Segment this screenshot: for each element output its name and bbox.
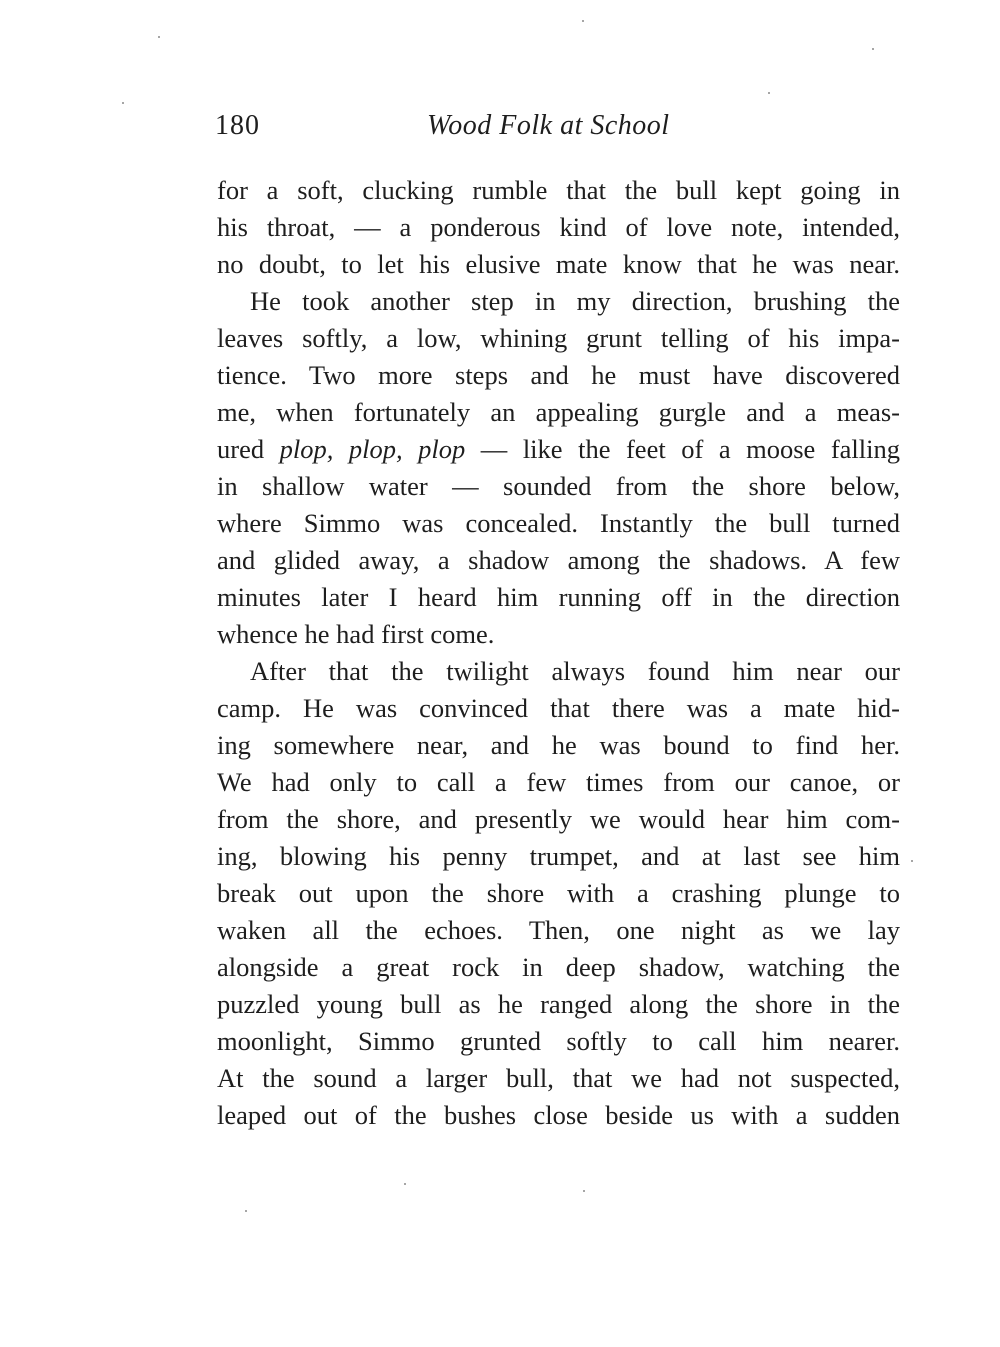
text-line: camp. He was convinced that there was a mate hid- <box>217 693 900 723</box>
text-line <box>217 431 900 468</box>
paper-speck <box>768 92 770 94</box>
body-text <box>217 172 900 1134</box>
paper-speck <box>583 1190 585 1192</box>
text-line: his throat, — a ponderous kind of love note, intended, <box>217 212 900 242</box>
paper-speck <box>582 20 584 22</box>
paper-speck <box>122 102 124 104</box>
text-fragment: ured <box>217 434 265 464</box>
paper-speck <box>872 48 874 50</box>
text-line: tience. Two more steps and he must have discovered <box>217 360 900 390</box>
text-line: At the sound a larger bull, that we had not suspected, <box>217 1063 900 1093</box>
text-line: for a soft, clucking rumble that the bull kept going in <box>217 175 900 205</box>
text-line: me, when fortunately an appealing gurgle and a meas- <box>217 397 900 427</box>
text-fragment: — like the feet of a moose falling <box>480 434 900 464</box>
text-line: leaves softly, a low, whining grunt telling of his impa- <box>217 323 900 353</box>
text-line: whence he had first come. <box>217 619 495 649</box>
text-line: alongside a great rock in deep shadow, watching the <box>217 952 900 982</box>
text-line: break out upon the shore with a crashing plunge to <box>217 878 900 908</box>
page-header <box>215 110 905 150</box>
italic-phrase: plop, plop, plop <box>279 434 466 464</box>
text-line: We had only to call a few times from our canoe, or <box>217 767 900 797</box>
text-line: puzzled young bull as he ranged along the shore in the <box>217 989 900 1019</box>
page-number: 180 <box>215 110 260 141</box>
paper-speck <box>911 860 913 862</box>
text-line: minutes later I heard him running off in the direction <box>217 582 900 612</box>
text-line: After that the twilight always found him near our <box>250 656 900 686</box>
text-line: moonlight, Simmo grunted softly to call him nearer. <box>217 1026 900 1056</box>
paper-speck <box>245 1210 247 1212</box>
text-line: leaped out of the bushes close beside us with a sudden <box>217 1100 900 1130</box>
paper-speck <box>158 36 160 38</box>
text-line: and glided away, a shadow among the shadows. A few <box>217 545 900 575</box>
text-line: no doubt, to let his elusive mate know that he was near. <box>217 249 900 279</box>
running-title: Wood Folk at School <box>427 110 670 141</box>
paper-speck <box>404 1183 406 1185</box>
text-line: in shallow water — sounded from the shore below, <box>217 471 900 501</box>
text-line: ing, blowing his penny trumpet, and at last see him <box>217 841 900 871</box>
text-line: waken all the echoes. Then, one night as we lay <box>217 915 900 945</box>
text-line: ing somewhere near, and he was bound to find her. <box>217 730 900 760</box>
text-line: where Simmo was concealed. Instantly the bull turned <box>217 508 900 538</box>
text-line: from the shore, and presently we would hear him com- <box>217 804 900 834</box>
text-line: He took another step in my direction, brushing the <box>250 286 900 316</box>
